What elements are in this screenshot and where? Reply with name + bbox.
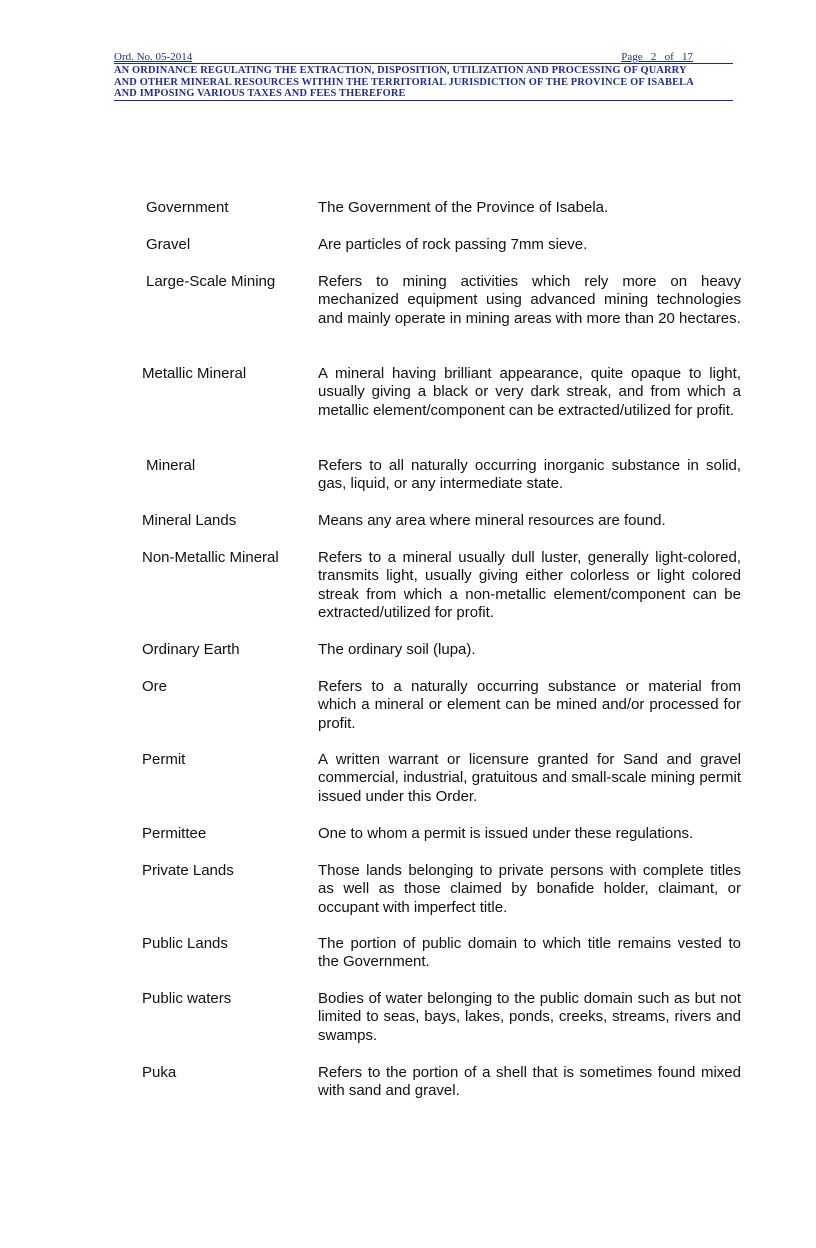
- definition-term: Large-Scale Mining: [146, 273, 276, 290]
- definition-term: Permit: [142, 751, 186, 768]
- definition-text: A written warrant or licensure granted for Sand and gravel commercial, industrial, gratuitous and small-scale mining permit issued under this Order.: [318, 751, 741, 805]
- definition-text: Bodies of water belonging to the public domain such as but not limited to seas, bays, lakes, ponds, creeks, streams, rivers and swamps.: [318, 990, 741, 1044]
- definition-term: Puka: [142, 1064, 177, 1081]
- ordinance-title: [114, 65, 733, 101]
- definition-term: Ordinary Earth: [142, 641, 240, 658]
- definition-text: The portion of public domain to which title remains vested to the Government.: [318, 935, 741, 971]
- definition-text: Refers to a naturally occurring substance or material from which a mineral or element can be mined and/or processed for profit.: [318, 678, 741, 732]
- definition-term: Gravel: [146, 236, 191, 253]
- definition-text: Refers to a mineral usually dull luster, generally light-colored, transmits light, usually giving either colorless or light colored streak from which a non-metallic element/component can be extracted/utilized for profit.: [318, 549, 741, 622]
- definition-text: A mineral having brilliant appearance, quite opaque to light, usually giving a black or very dark streak, and from which a metallic element/component can be extracted/utilized for profit.: [318, 365, 741, 419]
- definition-text: The Government of the Province of Isabela.: [318, 199, 609, 216]
- definition-term: Mineral: [146, 457, 196, 474]
- header-reference-line: [114, 50, 733, 64]
- definition-term: Private Lands: [142, 862, 234, 879]
- page-header: [114, 50, 733, 101]
- definition-term: Metallic Mineral: [142, 365, 247, 382]
- definition-text: One to whom a permit is issued under these regulations.: [318, 825, 694, 842]
- title-line-1: AN ORDINANCE REGULATING THE EXTRACTION, DISPOSITION, UTILIZATION AND PROCESSING OF QUARRY: [114, 65, 687, 76]
- definition-term: Permittee: [142, 825, 207, 842]
- definition-term: Public waters: [142, 990, 232, 1007]
- definition-text: Refers to all naturally occurring inorganic substance in solid, gas, liquid, or any intermediate state.: [318, 457, 741, 493]
- title-line-3: AND IMPOSING VARIOUS TAXES AND FEES THEREFORE: [114, 88, 733, 101]
- title-line-2: AND OTHER MINERAL RESOURCES WITHIN THE TERRITORIAL JURISDICTION OF THE PROVINCE OF ISABELA: [114, 76, 694, 88]
- definition-text: Are particles of rock passing 7mm sieve.: [318, 236, 588, 253]
- definition-text: Means any area where mineral resources are found.: [318, 512, 666, 529]
- definition-text: Refers to mining activities which rely more on heavy mechanized equipment using advanced mining technologies and mainly operate in mining areas with more than 20 hectares.: [318, 273, 741, 327]
- definition-term: Non-Metallic Mineral: [142, 549, 279, 566]
- ordinance-number: Ord. No. 05-2014: [114, 51, 193, 63]
- page-number: Page 2 of 17: [621, 51, 693, 63]
- definition-term: Ore: [142, 678, 168, 695]
- definition-term: Government: [146, 199, 229, 216]
- definition-text: Those lands belonging to private persons with complete titles as well as those claimed by bonafide holder, claimant, or occupant with imperfect title.: [318, 862, 741, 916]
- definition-text: Refers to the portion of a shell that is sometimes found mixed with sand and gravel.: [318, 1064, 741, 1100]
- definition-term: Mineral Lands: [142, 512, 237, 529]
- definition-text: The ordinary soil (lupa).: [318, 641, 476, 658]
- definition-term: Public Lands: [142, 935, 228, 952]
